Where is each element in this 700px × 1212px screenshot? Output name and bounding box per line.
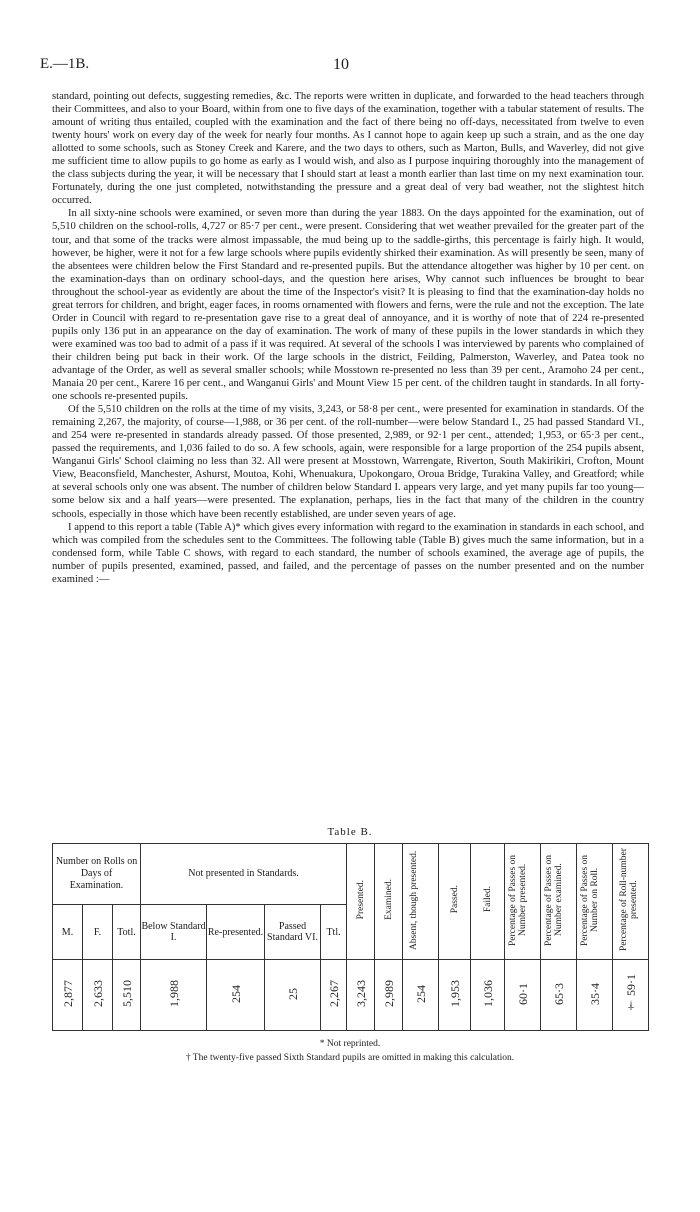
cell-ttl: 2,267: [321, 960, 347, 1031]
page-header: [40, 56, 642, 76]
cell-below: 1,988: [141, 960, 207, 1031]
cell-f: 2,633: [83, 960, 113, 1031]
paragraph: I append to this report a table (Table A)* which gives every information with regard to the examination in standards in each school, and which was compiled from the schedules sent to the Committees. The following table (Table B) gives much the same information, but in a condensed form, while Table C shows, with regard to each standard, the number of schools examined, the average age of pupils, the number of pupils presented, examined, passed, and failed, and the percentage of passes on the number presented and on the number examined :—: [52, 521, 644, 585]
cell-m: 2,877: [53, 960, 83, 1031]
header-pct-examined: Percentage of Passes on Number examined.: [541, 844, 577, 960]
header-rolls: Number on Rolls on Days of Examination.: [53, 844, 141, 905]
cell-presented: 3,243: [347, 960, 375, 1031]
header-presented: Presented.: [347, 844, 375, 960]
cell-passed: 1,953: [439, 960, 471, 1031]
footnote-star: * Not reprinted.: [319, 1039, 381, 1049]
cell-pct-presented: 60·1: [505, 960, 541, 1031]
cell-pct-examined: 65·3: [541, 960, 577, 1031]
header-passed: Passed.: [439, 844, 471, 960]
header-passed-standard-vi: Passed Standard VI.: [265, 905, 321, 960]
paragraph: In all sixty-nine schools were examined, or seven more than during the year 1883. On the days appointed for the examination, out of 5,510 children on the school-rolls, 4,727 or 85·7 per cent., were present. Considering that wet weather prevailed for the greater part of the tour, and that some of the tracks were almost impassable, the mud being up to the saddle-girths, this percentage is fairly high. It would, however, be higher, were it not for a few large schools where pupils evidently shirked their examination. As will presently be seen, many of the absentees were children below the First Standard and re-presented pupils. But the attendance altogether was higher by 10 per cent. on the examination-days than on ordinary school-days, and the question here arises, Why cannot such influences be brought to bear throughout the school-year as evidently are about the time of the Inspector's visit? It is pleasing to find that the examination-day holds no great terrors for children, and bright, eager faces, in rooms ornamented with flowers and ferns, were the rule and not the exception. The late Order in Council with regard to re-presentation gave rise to a great deal of annoyance, and it is worthy of note that of 224 re-presented pupils only 136 put in an appearance on the day of examination. The work of many of these pupils in the lower standards in which they were examined was too bad to admit of a pass if it was required. At several of the schools I was interviewed by parents who complained of their children being put back in their work. Of the large schools in the district, Feilding, Palmerston, Waverley, and Patea took no advantage of the Order, as well as several smaller schools; while Mosstown re-presented no less than 39 per cent., Aramoho 24 per cent., Manaia 20 per cent., Karere 16 per cent., and Wanganui Girls' and Mount View 15 per cent. of the children taught in standards. In all forty-one schools re-presented pupils.: [52, 208, 644, 403]
header-re-presented: Re-presented.: [207, 905, 265, 960]
header-m: M.: [53, 905, 83, 960]
cell-pct-roll: 35·4: [577, 960, 613, 1031]
header-totl: Totl.: [113, 905, 141, 960]
cell-failed: 1,036: [471, 960, 505, 1031]
table-title: Table B.: [327, 826, 373, 838]
footnotes: [0, 1037, 700, 1065]
header-pct-roll-presented: Percentage of Roll-number presented.: [613, 844, 649, 960]
cell-passed-vi: 25: [265, 960, 321, 1031]
table-row: [53, 960, 649, 1031]
paragraph: Of the 5,510 children on the rolls at the time of my visits, 3,243, or 58·8 per cent., were presented for examination in standards. Of the remaining 2,267, the majority, of course—1,988, or 36 per cent. of the roll-number—were below Standard I., 25 had passed Standard VI., and 254 were re-presented in standards already passed. Of those presented, 2,989, or 92·1 per cent., attended; 1,953, or 65·3 per cent., passed the requirements, and 1,036 failed to do so. A few schools, again, were responsible for a large proportion of the 254 pupils absent, Wanganui Girls' School claiming no less than 32. All were present at Mosstown, Warrengate, Riverton, South Makirikiri, Crofton, Mount View, Beaconsfield, Manchester, Ashurst, Moutoa, Kohi, Whenuakura, Upokongaro, Oroua Bridge, Turakina Valley, and Greatford; while at several schools only one was absent. The number of children below Standard I. appears very large, and yet many pupils far too young—some below six and a half years—were presented. The explanation, perhaps, lies in the fact that many of the children in the country schools, especially in those which have been recently established, are under seven years of age.: [52, 404, 644, 520]
report-body: [52, 90, 644, 586]
document-reference: E.—1B.: [40, 56, 90, 72]
cell-represented: 254: [207, 960, 265, 1031]
header-pct-presented: Percentage of Passes on Number presented.: [505, 844, 541, 960]
paragraph: standard, pointing out defects, suggesting remedies, &c. The reports were written in duplicate, and forwarded to the head teachers through their Committees, and also to your Board, within from one to five days of the examination, together with a tabular statement of results. The amount of writing thus entailed, coupled with the examination and the fact of there being no off-days, necessitated from twelve to even twenty hours' work on every day of the week for nearly four months. As I cannot hope to again keep up such a strain, and as the one day allotted to some schools, such as Stoney Creek and Karere, and the two days to others, such as Marton, Bulls, and Waverley, did not give me sufficient time to allow pupils to go home as early as I would wish, and also as I purpose inquiring thoroughly into the management of the class subjects during the year, it will be necessary that I should start at least a month earlier than last time on my next examination tour. Fortunately, during the one just completed, notwithstanding the pressure and a great deal of very bad weather, not the slightest hitch occurred.: [52, 91, 644, 207]
header-examined: Examined.: [375, 844, 403, 960]
cell-examined: 2,989: [375, 960, 403, 1031]
footnote-dagger: † The twenty-five passed Sixth Standard pupils are omitted in making this calculation.: [185, 1053, 515, 1063]
header-not-presented: Not presented in Standards.: [141, 844, 347, 905]
header-below-standard: Below Standard I.: [141, 905, 207, 960]
header-ttl: Ttl.: [321, 905, 347, 960]
header-failed: Failed.: [471, 844, 505, 960]
cell-absent: 254: [403, 960, 439, 1031]
header-absent: Absent, though presented.: [403, 844, 439, 960]
table-b: [52, 843, 649, 1031]
header-f: F.: [83, 905, 113, 960]
cell-totl: 5,510: [113, 960, 141, 1031]
page-number: 10: [333, 56, 349, 73]
cell-pct-roll-presented: † 59·1: [613, 960, 649, 1031]
header-pct-roll: Percentage of Passes on Number on Roll.: [577, 844, 613, 960]
